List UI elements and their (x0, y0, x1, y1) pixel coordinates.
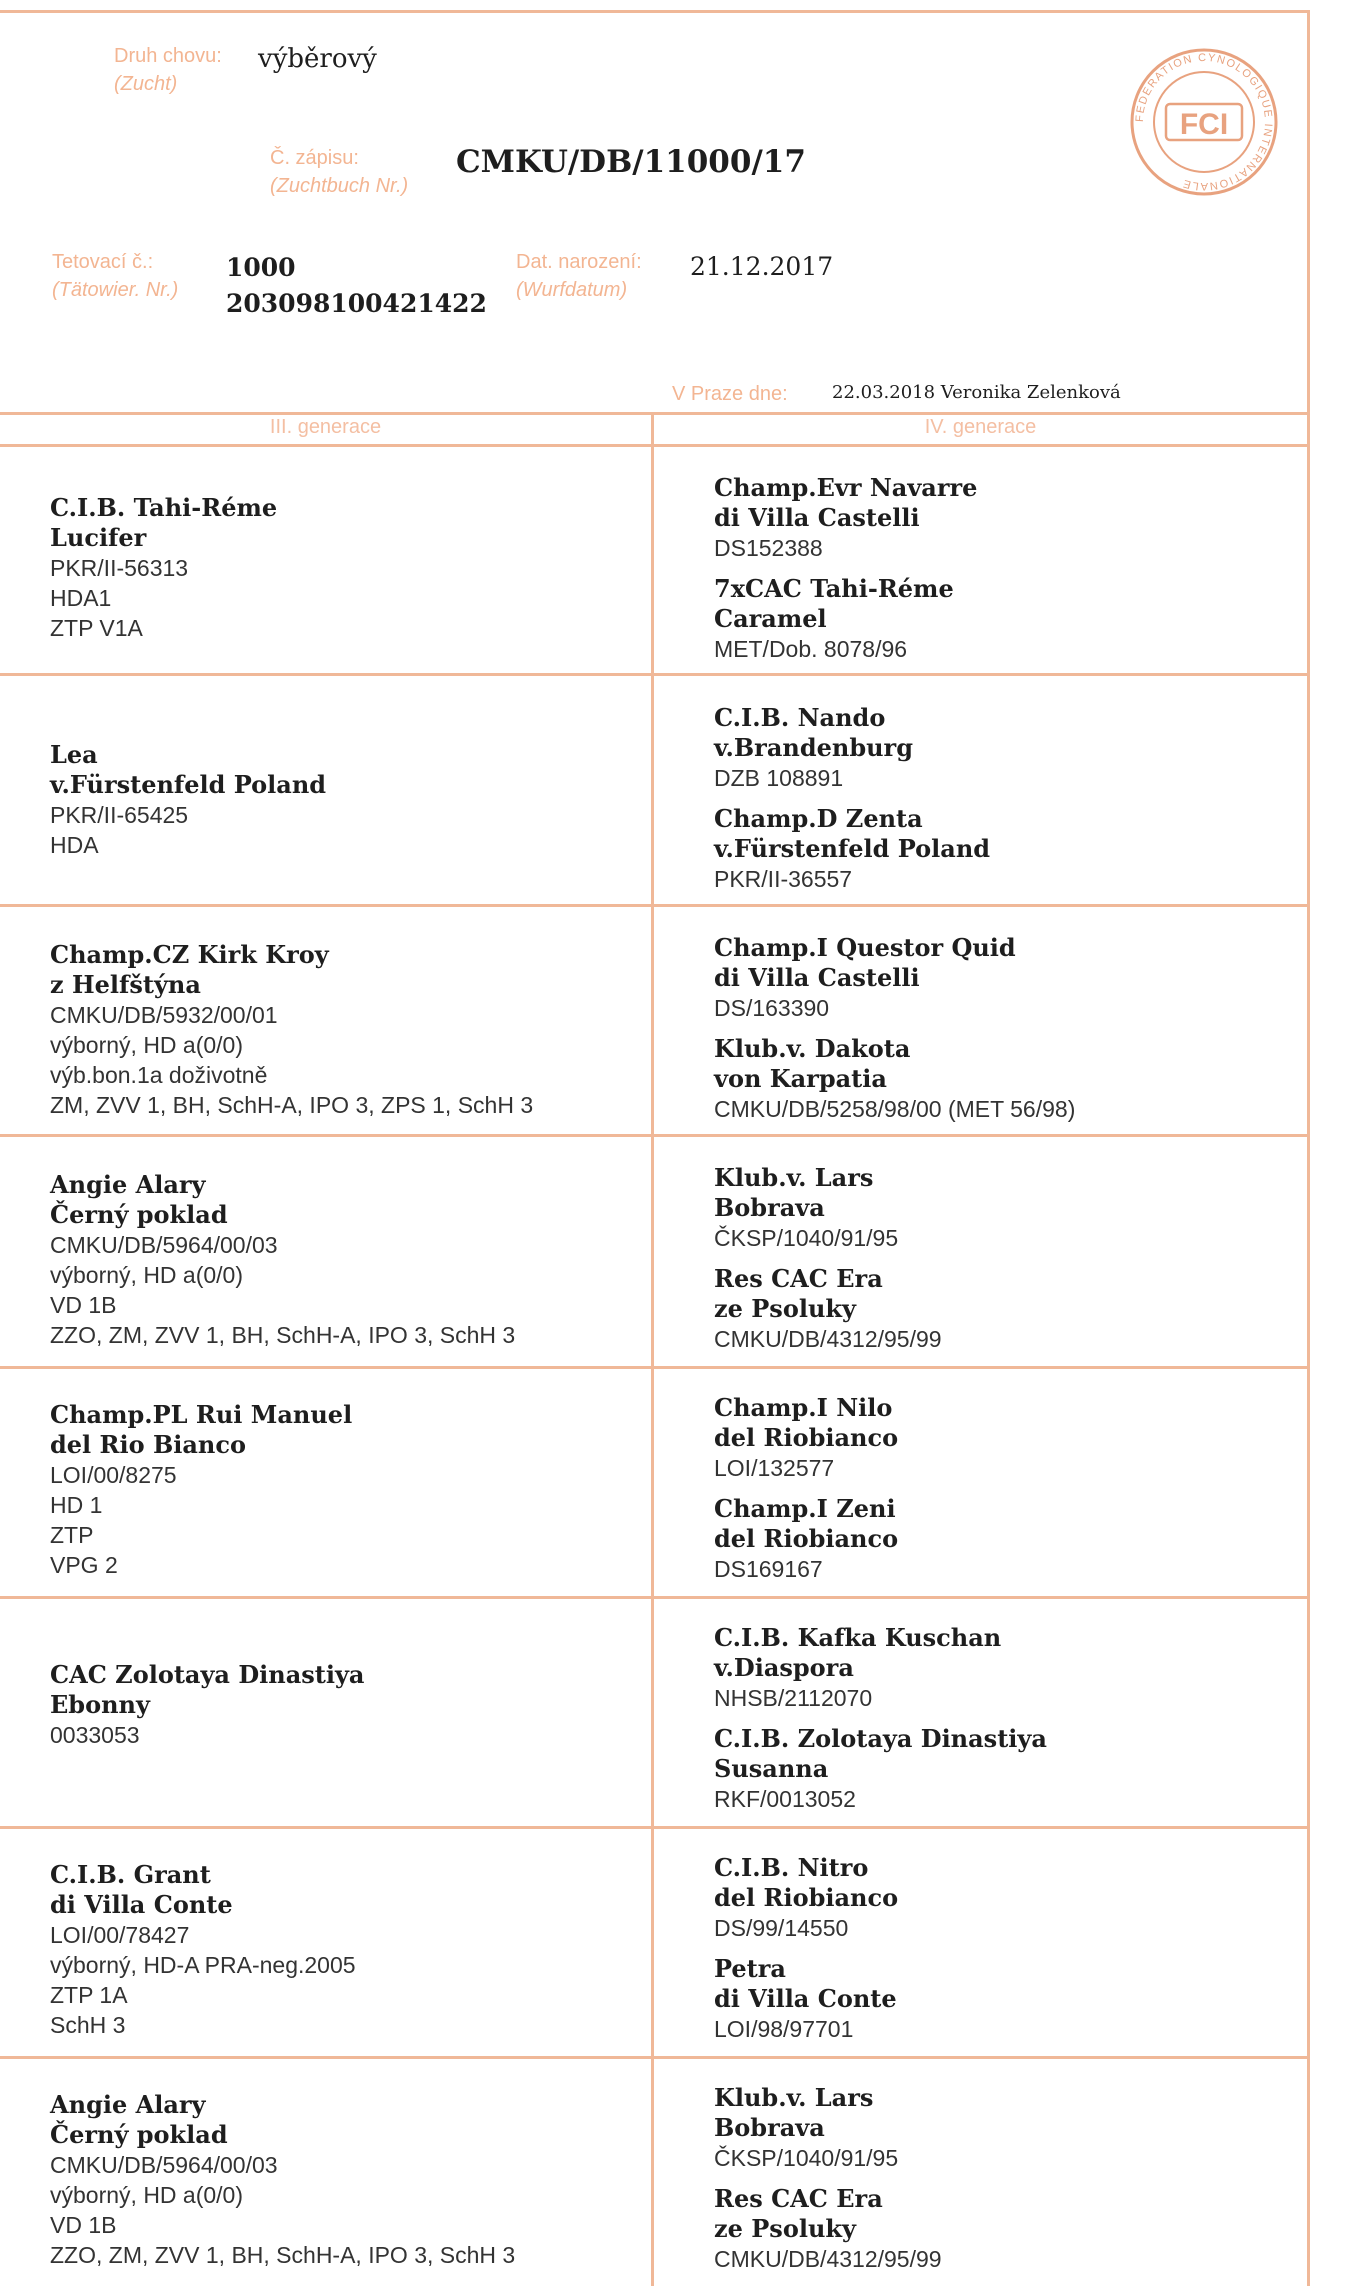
gen4-ancestor: Champ.I Questor Quid di Villa Castelli DS/163390 (714, 933, 1016, 1021)
gen4-ancestor: Res CAC Era ze Psoluky CMKU/DB/4312/95/99 (714, 1264, 942, 1352)
gen3-ancestor-4: Angie Alary Černý poklad CMKU/DB/5964/00/03 výborný, HD a(0/0) VD 1B ZZO, ZM, ZVV 1, BH, SchH-A, IPO 3, SchH 3 (50, 1170, 516, 1348)
birth-date-label: Dat. narození: (Wurfdatum) (516, 251, 642, 301)
gen3-ancestor-2: Lea v.Fürstenfeld Poland PKR/II-65425 HDA (50, 740, 327, 858)
gen4-ancestor: C.I.B. Kafka Kuschan v.Diaspora NHSB/2112070 (714, 1623, 1002, 1711)
gen3-ancestor-7: C.I.B. Grant di Villa Conte LOI/00/78427 výborný, HD-A PRA-neg.2005 ZTP 1A SchH 3 (50, 1860, 356, 2038)
gen4-ancestor: Champ.D Zenta v.Fürstenfeld Poland PKR/II-36557 (714, 804, 991, 892)
gen4-ancestors-1 (714, 473, 1314, 675)
gen4-ancestor: Res CAC Era ze Psoluky CMKU/DB/4312/95/99 (714, 2184, 942, 2272)
gen4-ancestors-7 (714, 1853, 1314, 2055)
gen4-ancestor: Klub.v. Lars Bobrava ČKSP/1040/91/95 (714, 1163, 899, 1251)
gen3-ancestor-5: Champ.PL Rui Manuel del Rio Bianco LOI/00/8275 HD 1 ZTP VPG 2 (50, 1400, 353, 1578)
fci-logo-icon (1124, 42, 1284, 202)
breeding-type-label: Druh chovu: (Zucht) (114, 45, 222, 95)
svg-text:FCI: FCI (1179, 108, 1229, 141)
breeding-type-value: výběrový (258, 44, 377, 74)
gen4-ancestors-3 (714, 933, 1314, 1135)
gen4-ancestors-8 (714, 2083, 1314, 2285)
gen4-ancestor: Champ.I Zeni del Riobianco DS169167 (714, 1494, 899, 1582)
gen3-ancestor-6: CAC Zolotaya Dinastiya Ebonny 0033053 (50, 1660, 365, 1748)
gen3-ancestor-3: Champ.CZ Kirk Kroy z Helfštýna CMKU/DB/5932/00/01 výborný, HD a(0/0) výb.bon.1a doživotně ZM, ZVV 1, BH, SchH-A, IPO 3, ZPS 1, SchH 3 (50, 940, 534, 1118)
gen4-ancestors-6 (714, 1623, 1314, 1825)
generation-header-top-line (0, 412, 1310, 415)
generation-4-header: IV. generace (924, 416, 1037, 438)
generation-header-bottom-line (0, 444, 1310, 447)
gen4-ancestor: Petra di Villa Conte LOI/98/97701 (714, 1954, 897, 2042)
gen4-ancestor: Klub.v. Dakota von Karpatia CMKU/DB/5258/98/00 (MET 56/98) (714, 1034, 1076, 1122)
svg-text:FEDERATION CYNOLOGIQUE INTERNA: FEDERATION CYNOLOGIQUE INTERNATIONALE (1133, 51, 1275, 193)
registration-number: CMKU/DB/11000/17 (456, 144, 806, 180)
gen4-ancestor: Champ.I Nilo del Riobianco LOI/132577 (714, 1393, 899, 1481)
gen4-ancestors-4 (714, 1163, 1314, 1365)
chip-number: 203098100421422 (226, 289, 487, 318)
gen4-ancestor: C.I.B. Zolotaya Dinastiya Susanna RKF/0013052 (714, 1724, 1047, 1812)
registration-label: Č. zápisu: (Zuchtbuch Nr.) (270, 147, 409, 197)
generation-3-header: III. generace (269, 416, 382, 438)
top-border (0, 10, 1310, 13)
gen4-ancestor: C.I.B. Nitro del Riobianco DS/99/14550 (714, 1853, 899, 1941)
column-divider (651, 412, 654, 2286)
gen3-ancestor-8: Angie Alary Černý poklad CMKU/DB/5964/00/03 výborný, HD a(0/0) VD 1B ZZO, ZM, ZVV 1, BH, SchH-A, IPO 3, SchH 3 (50, 2090, 516, 2268)
gen4-ancestor: Klub.v. Lars Bobrava ČKSP/1040/91/95 (714, 2083, 899, 2171)
gen4-ancestors-5 (714, 1393, 1314, 1595)
gen3-ancestor-1: C.I.B. Tahi-Réme Lucifer PKR/II-56313 HDA1 ZTP V1A (50, 493, 278, 641)
gen4-ancestors-2 (714, 703, 1314, 905)
row-separator (0, 2056, 1310, 2059)
tattoo-number: 1000 (226, 253, 296, 282)
tattoo-label: Tetovací č.: (Tätowier. Nr.) (52, 251, 179, 301)
row-separator (0, 1366, 1310, 1369)
gen4-ancestor: 7xCAC Tahi-Réme Caramel MET/Dob. 8078/96 (714, 574, 954, 662)
birth-date-value: 21.12.2017 (690, 252, 834, 281)
gen4-ancestor: Champ.Evr Navarre di Villa Castelli DS152388 (714, 473, 978, 561)
gen4-ancestor: C.I.B. Nando v.Brandenburg DZB 108891 (714, 703, 913, 791)
issue-date-signature: 22.03.2018 Veronika Zelenková (832, 382, 1121, 403)
row-separator (0, 1596, 1310, 1599)
row-separator (0, 1826, 1310, 1829)
issue-place-label: V Praze dne: (672, 383, 788, 405)
